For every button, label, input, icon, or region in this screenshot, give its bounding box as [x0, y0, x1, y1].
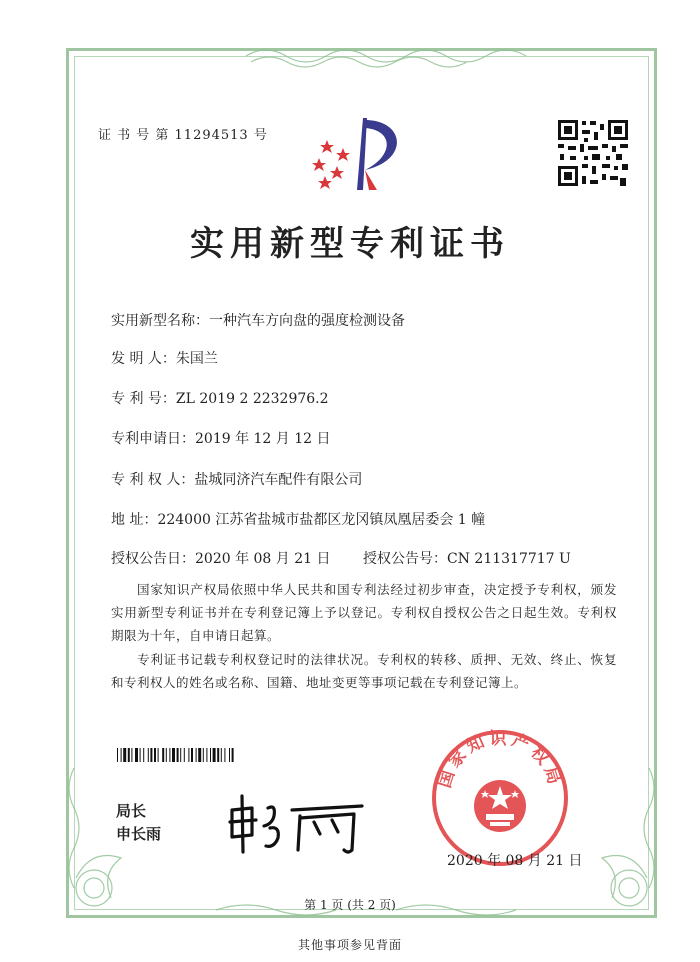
grant-number-value: CN 211317717 U: [447, 551, 571, 567]
address-label: 地 址：: [111, 512, 158, 528]
address-value: 224000 江苏省盐城市盐都区龙冈镇凤凰居委会 1 幢: [157, 512, 486, 528]
application-date-label: 专利申请日：: [111, 431, 195, 447]
director-signature: [222, 790, 372, 860]
inventor-label: 发 明 人：: [111, 351, 176, 367]
footer-note: 其他事项参见背面: [297, 938, 402, 952]
barcode: [117, 748, 325, 762]
page-number: 第 1 页 (共 2 页): [304, 898, 396, 912]
grant-date-value: 2020 年 08 月 21 日: [195, 551, 331, 567]
director-name: 申长雨: [116, 825, 162, 843]
application-date-value: 2019 年 12 月 12 日: [195, 431, 331, 447]
document-title: 实用新型专利证书: [190, 224, 510, 264]
inventor-row: [111, 348, 218, 368]
application-date-row: [111, 428, 331, 448]
grant-date-label: 授权公告日：: [111, 551, 195, 567]
official-seal: [430, 728, 570, 868]
address-row: [111, 509, 485, 529]
patentee-row: [111, 469, 362, 489]
patent-number-row: [111, 388, 329, 408]
director-title: 局长: [116, 802, 147, 820]
grant-date-row: [111, 548, 331, 568]
qr-code: [556, 118, 630, 188]
seal-date: 2020 年 08 月 21 日: [447, 853, 583, 869]
grant-statement-paragraph: 国家知识产权局依照中华人民共和国专利法经过初步审查，决定授予专利权，颁发实用新型专利证书并在专利登记簿上予以登记。专利权自授权公告之日起生效。专利权期限为十年，自申请日起算。: [111, 582, 617, 643]
legal-status-paragraph: 专利证书记载专利权登记时的法律状况。专利权的转移、质押、无效、终止、恢复和专利权人的姓名或名称、国籍、地址变更等事项记载在专利登记簿上。: [111, 652, 617, 690]
utility-model-name-label: 实用新型名称：: [111, 313, 209, 329]
patent-office-emblem: [305, 110, 415, 195]
patent-number-label: 专 利 号：: [111, 391, 176, 407]
certificate-number: 证 书 号 第 11294513 号: [98, 128, 268, 143]
seal-text: 国家知识产权局: [434, 729, 566, 791]
grant-number-row: [363, 548, 571, 568]
grant-number-label: 授权公告号：: [363, 551, 447, 567]
patent-number-value: ZL 2019 2 2232976.2: [175, 391, 329, 407]
utility-model-name-value: 一种汽车方向盘的强度检测设备: [209, 313, 405, 329]
patentee-label: 专 利 权 人：: [111, 472, 195, 488]
patentee-value: 盐城同济汽车配件有限公司: [194, 472, 363, 488]
inventor-value: 朱国兰: [175, 351, 218, 367]
utility-model-name-row: [111, 310, 405, 330]
